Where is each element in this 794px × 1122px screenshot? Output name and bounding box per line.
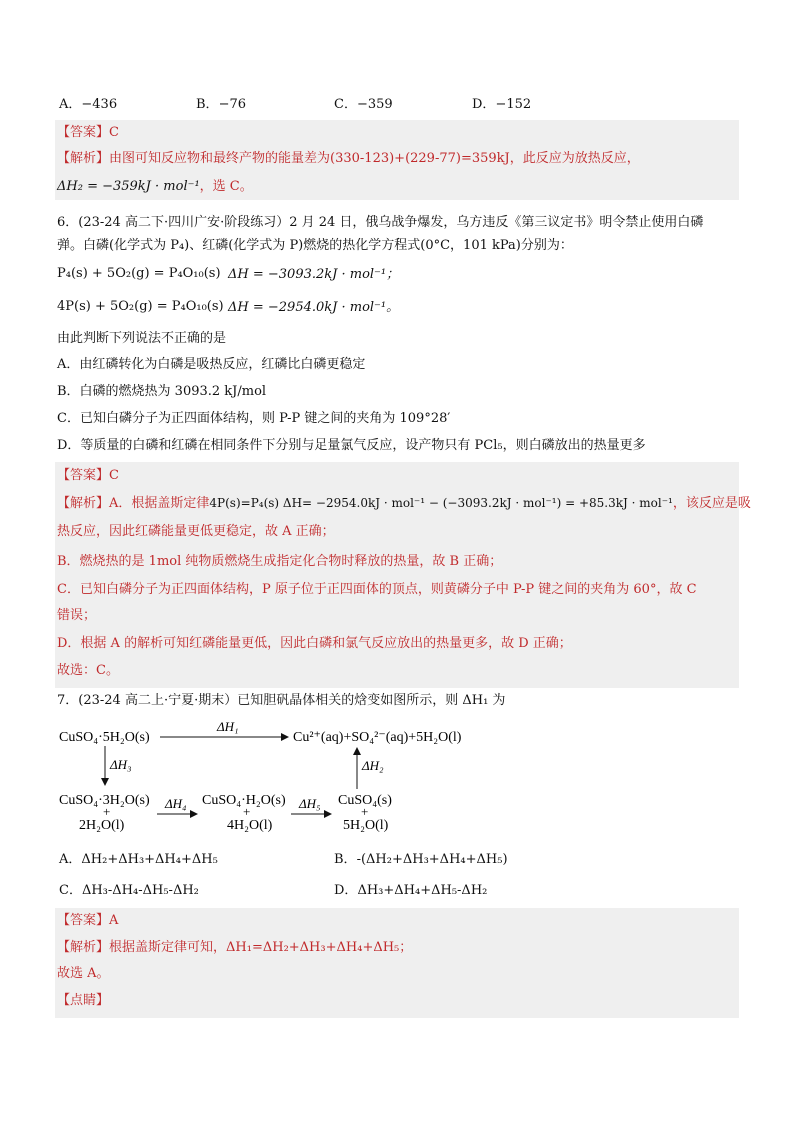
node-cuso4-5h2o: CuSO₄·5H₂O(s) bbox=[59, 730, 150, 745]
q6-analysis-c-line2: 错误； bbox=[57, 608, 97, 623]
q6-analysis-a-line1: 【解析】A．根据盖斯定律4P(s)=P₄(s) ΔH= −2954.0kJ · mol⁻¹ − (−3093.2kJ · mol⁻¹) = +85.3kJ · mol⁻¹，该反应是吸 bbox=[57, 496, 751, 511]
q7-option-d: D．ΔH₃+ΔH₄+ΔH₅-ΔH₂ bbox=[334, 883, 488, 898]
q6-equation-2-dh: ΔH = −2954.0kJ · mol⁻¹。 bbox=[228, 300, 400, 315]
q7-tip-label: 【点睛】 bbox=[57, 993, 110, 1008]
q6-option-c: C．已知白磷分子为正四面体结构，则 P-P 键之间的夹角为 109°28′ bbox=[57, 411, 451, 426]
node-ions: Cu²⁺(aq)+SO₄²⁻(aq)+5H₂O(l) bbox=[293, 730, 462, 745]
label-dh4: ΔH₄ bbox=[165, 796, 187, 811]
q6-option-a: A．由红磷转化为白磷是吸热反应，红磷比白磷更稳定 bbox=[57, 357, 366, 372]
q6-analysis-a-line2: 热反应，因此红磷能量更低更稳定，故 A 正确； bbox=[57, 524, 335, 539]
q5-option-d: D．−152 bbox=[472, 97, 532, 112]
q7-analysis: 【解析】根据盖斯定律可知，ΔH₁=ΔH₂+ΔH₃+ΔH₄+ΔH₅； bbox=[57, 940, 413, 955]
q7-stem: 7．(23-24 高二上·宁夏·期末）已知胆矾晶体相关的焓变如图所示，则 ΔH₁ 为 bbox=[57, 693, 506, 708]
label-dh3: ΔH₃ bbox=[110, 757, 132, 772]
q6-question: 由此判断下列说法不正确的是 bbox=[57, 331, 227, 346]
q6-conclusion: 故选：C。 bbox=[57, 663, 119, 678]
q6-equation-1: P₄(s) + 5O₂(g) = P₄O₁₀(s) bbox=[57, 266, 221, 281]
node-cuso4-h2o: CuSO₄·H₂O(s) bbox=[202, 793, 286, 808]
q5-option-b: B．−76 bbox=[196, 97, 246, 112]
q5-answer: 【答案】C bbox=[57, 125, 119, 140]
q6-option-d: D．等质量的白磷和红磷在相同条件下分别与足量氯气反应，设产物只有 PCl₅，则白磷放出的热量更多 bbox=[57, 438, 646, 453]
label-dh1: ΔH₁ bbox=[217, 719, 239, 734]
node-cuso4-3h2o: CuSO₄·3H₂O(s) bbox=[59, 793, 150, 808]
q7-option-c: C．ΔH₃-ΔH₄-ΔH₅-ΔH₂ bbox=[59, 883, 199, 898]
q6-answer: 【答案】C bbox=[57, 468, 119, 483]
q7-option-b: B．-(ΔH₂+ΔH₃+ΔH₄+ΔH₅) bbox=[334, 852, 508, 867]
node-plus-1: + bbox=[103, 804, 111, 819]
node-plus-2: + bbox=[243, 804, 251, 819]
q6-analysis-c-line1: C．已知白磷分子为正四面体结构，P 原子位于正四面体的顶点，则黄磷分子中 P-P 键之间的夹角为 60°，故 C bbox=[57, 582, 697, 597]
node-4h2o: 4H₂O(l) bbox=[227, 818, 273, 833]
enthalpy-cycle-diagram bbox=[55, 716, 495, 842]
q6-stem-line2: 弹。白磷(化学式为 P₄)、红磷(化学式为 P)燃烧的热化学方程式(0°C，101 kPa)分别为： bbox=[57, 238, 573, 253]
q6-equation-1-dh: ΔH = −3093.2kJ · mol⁻¹； bbox=[228, 267, 400, 282]
q6-analysis-b: B．燃烧热的是 1mol 纯物质燃烧生成指定化合物时释放的热量，故 B 正确； bbox=[57, 554, 503, 569]
node-plus-3: + bbox=[361, 804, 369, 819]
q5-option-c: C．−359 bbox=[334, 97, 393, 112]
q7-answer-box bbox=[55, 908, 739, 1018]
node-2h2o: 2H₂O(l) bbox=[79, 818, 125, 833]
q7-option-a: A．ΔH₂+ΔH₃+ΔH₄+ΔH₅ bbox=[59, 852, 218, 867]
q6-stem-line1: 6．(23-24 高二下·四川广安·阶段练习）2 月 24 日，俄乌战争爆发，乌方违反《第三议定书》明令禁止使用白磷 bbox=[57, 215, 704, 230]
q7-answer: 【答案】A bbox=[57, 913, 119, 928]
q6-analysis-d: D．根据 A 的解析可知红磷能量更低，因此白磷和氯气反应放出的热量更多，故 D 正确； bbox=[57, 636, 572, 651]
node-cuso4: CuSO₄(s) bbox=[338, 793, 392, 808]
q6-equation-2: 4P(s) + 5O₂(g) = P₄O₁₀(s) bbox=[57, 299, 224, 314]
node-5h2o: 5H₂O(l) bbox=[343, 818, 389, 833]
q5-analysis-line2: ΔH₂ = −359kJ · mol⁻¹，选 C。 bbox=[57, 179, 253, 194]
label-dh2: ΔH₂ bbox=[362, 758, 384, 773]
q5-option-a: A．−436 bbox=[59, 97, 118, 112]
q7-conclusion: 故选 A。 bbox=[57, 966, 110, 981]
q6-option-b: B．白磷的燃烧热为 3093.2 kJ/mol bbox=[57, 384, 267, 399]
label-dh5: ΔH₅ bbox=[299, 796, 321, 811]
q5-analysis-line1: 【解析】由图可知反应物和最终产物的能量差为(330-123)+(229-77)=359kJ，此反应为放热反应， bbox=[57, 151, 640, 166]
